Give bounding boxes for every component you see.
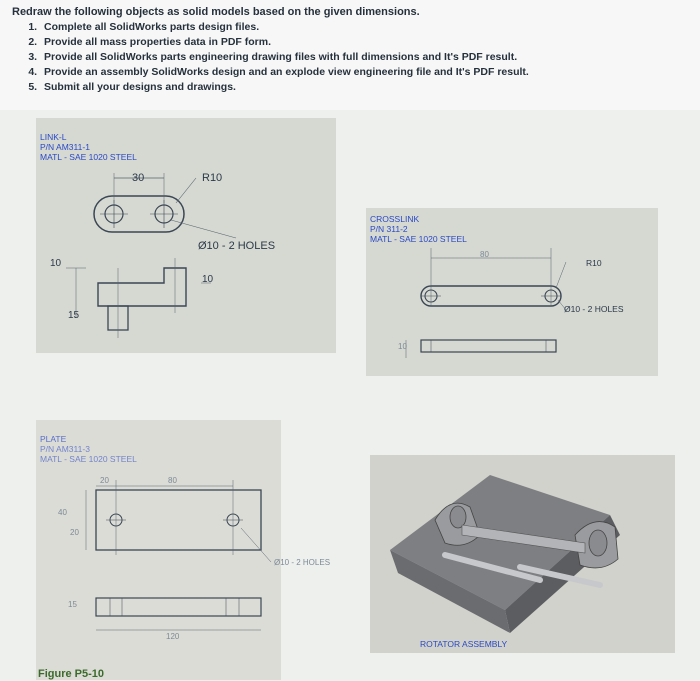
link-dim-length: 30 (132, 172, 145, 184)
plate-dim-thickness: 15 (68, 600, 77, 609)
instructions-list (12, 20, 529, 95)
link-dim-depth: 15 (68, 310, 80, 321)
crosslink-part-number: P/N 311-2 (370, 224, 408, 234)
link-part-number: P/N AM311-1 (40, 142, 90, 152)
crosslink-dim-holes: Ø10 - 2 HOLES (564, 304, 624, 314)
plate-dim-h2: 20 (70, 528, 79, 537)
figure-caption: Figure P5-10 (38, 668, 105, 680)
plate-dim-x1: 20 (100, 476, 109, 485)
instructions-block (0, 0, 700, 110)
instruction-step: 1. Complete all SolidWorks parts design files. (40, 20, 529, 35)
assembly-label: ROTATOR ASSEMBLY (420, 639, 508, 649)
crosslink-dim-radius: R10 (586, 258, 602, 268)
crosslink-dim-thickness: 10 (398, 342, 407, 351)
link-material: MATL - SAE 1020 STEEL (40, 152, 137, 162)
plate-name: PLATE (40, 434, 67, 444)
plate-drawing-panel (36, 420, 331, 680)
plate-material: MATL - SAE 1020 STEEL (40, 454, 137, 464)
instructions-title: Redraw the following objects as solid models based on the given dimensions. (12, 6, 420, 18)
link-dim-holes: Ø10 - 2 HOLES (198, 240, 276, 252)
rotator-assembly-panel (370, 455, 675, 653)
plate-dim-width: 120 (166, 632, 180, 641)
crosslink-name: CROSSLINK (370, 214, 420, 224)
crosslink-material: MATL - SAE 1020 STEEL (370, 234, 467, 244)
link-drawing-panel (36, 118, 336, 353)
link-dim-height: 10 (202, 274, 214, 285)
plate-part-number: P/N AM311-3 (40, 444, 90, 454)
crosslink-dim-length: 80 (480, 250, 489, 259)
plate-dim-holes: Ø10 - 2 HOLES (274, 558, 331, 567)
crosslink-drawing-panel (366, 208, 658, 376)
rotator-assembly-render (370, 455, 675, 653)
link-name: LINK-L (40, 132, 67, 142)
link-dim-radius: R10 (202, 172, 223, 184)
link-dim-left: 10 (50, 258, 62, 269)
plate-dim-x2: 80 (168, 476, 177, 485)
instruction-step: 4. Provide an assembly SolidWorks design and an explode view engineering file and It's PDF result. (40, 65, 529, 80)
plate-dim-h1: 40 (58, 508, 67, 517)
instruction-step: 5. Submit all your designs and drawings. (40, 80, 529, 95)
instruction-step: 2. Provide all mass properties data in PDF form. (40, 35, 529, 50)
instruction-step: 3. Provide all SolidWorks parts engineering drawing files with full dimensions and It's PDF result. (40, 50, 529, 65)
